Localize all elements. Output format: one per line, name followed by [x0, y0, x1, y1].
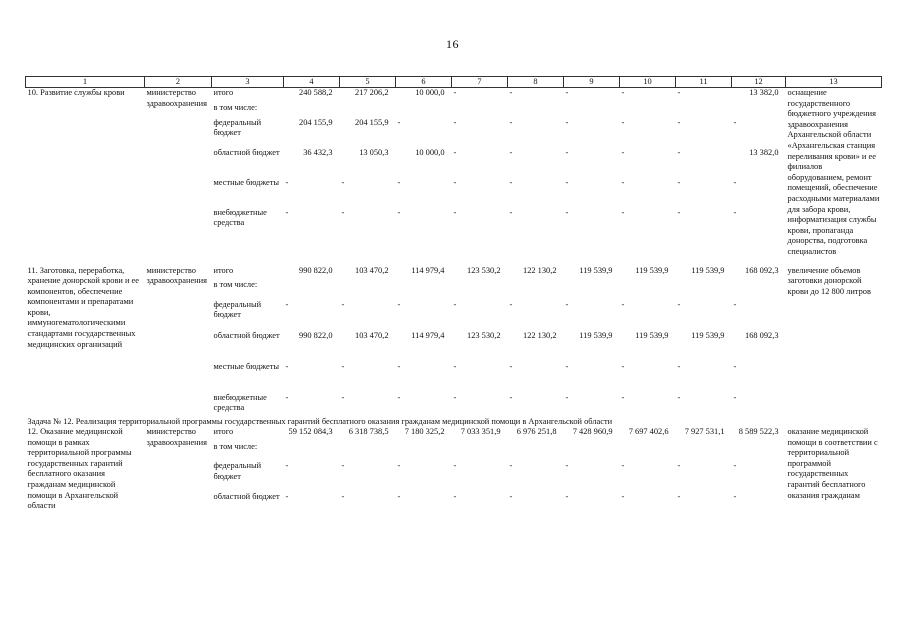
amount-cell: - [285, 461, 289, 471]
amount-cell: - [341, 207, 345, 217]
amount-cell: 119 539,9 [691, 265, 725, 275]
amount-cell: 7 927 531,1 [684, 427, 725, 437]
amount-cell: - [285, 177, 289, 187]
measure-name: 11. Заготовка, переработка, хранение донорской крови и ее компонентов, обеспечение компонентами и препаратами крови, иммуногематологическими стандартами государственных медицинских организаций [27, 265, 139, 349]
amount-cell: - [621, 392, 625, 402]
amount-cell: - [621, 117, 625, 127]
amount-cell: - [453, 88, 457, 97]
measure-name: 12. Оказание медицинской помощи в рамках территориальной программы государственных гарантий бесплатного оказания гражданам медицинской помощи в Архангельской области [27, 427, 132, 511]
task-heading: Задача № 12. Реализация территориальной программы государственных гарантий бесплатного оказания гражданам медицинской помощи в Архангельской области [27, 416, 613, 426]
amount-cell: - [397, 492, 401, 502]
amount-cell: - [397, 392, 401, 402]
amount-cell: - [285, 361, 289, 371]
amount-cell: - [677, 207, 681, 217]
amount-cell: - [565, 299, 569, 309]
amount-cell: - [565, 88, 569, 97]
amount-cell: - [285, 207, 289, 217]
amount-cell: 103 470,2 [355, 265, 389, 275]
amount-cell: - [509, 207, 513, 217]
amount-cell: 119 539,9 [579, 265, 613, 275]
amount-cell: 36 432,3 [303, 147, 333, 157]
funding-source-label: областной бюджет [213, 330, 280, 340]
measure-executor: министерство здравоохранения [146, 427, 207, 447]
amount-cell: - [621, 88, 625, 97]
amount-cell: 10 000,0 [415, 88, 445, 97]
amount-cell: 114 979,4 [411, 265, 445, 275]
amount-cell: 204 155,9 [299, 117, 333, 127]
column-number: 10 [620, 77, 676, 88]
table-body [26, 88, 882, 523]
amount-cell: 119 539,9 [579, 330, 613, 340]
funding-source-cell [212, 300, 284, 331]
funding-source-label: федеральный бюджет [213, 117, 262, 138]
funding-source-label: федеральный бюджет [213, 299, 262, 320]
funding-source-label: итого [213, 88, 234, 97]
amount-cell: 119 539,9 [691, 330, 725, 340]
amount-cell: - [453, 361, 457, 371]
amount-cell: - [565, 392, 569, 402]
funding-source-label: итого [213, 265, 234, 275]
amount-cell: - [733, 361, 737, 371]
amount-cell: - [677, 392, 681, 402]
amount-cell: - [677, 299, 681, 309]
amount-cell: - [733, 492, 737, 502]
amount-cell: 119 539,9 [635, 330, 669, 340]
column-number: 8 [508, 77, 564, 88]
amount-cell: 6 976 251,8 [516, 427, 557, 437]
amount-cell: 13 382,0 [749, 88, 779, 97]
amount-cell: - [509, 299, 513, 309]
amount-cell: - [509, 117, 513, 127]
amount-cell: 240 588,2 [299, 88, 333, 97]
program-table [25, 76, 882, 522]
amount-cell: - [677, 361, 681, 371]
funding-source-cell [212, 178, 284, 208]
funding-source-cell [212, 88, 284, 118]
task-heading-row [26, 417, 882, 428]
amount-cell: 7 033 351,9 [460, 427, 501, 437]
amount-cell: - [677, 461, 681, 471]
amount-cell: - [621, 461, 625, 471]
amount-cell: - [285, 492, 289, 502]
amount-cell: - [565, 492, 569, 502]
funding-source-note: в том числе: [213, 102, 258, 112]
funding-source-cell [212, 461, 284, 492]
measure-expected-result: оснащение государственного бюджетного учреждения здравоохранения Архангельской области «Архангельская станция переливания крови» и ее филиалов оборудованием, ремонт помещений, обеспечение расходными материалами для забора крови, информатизация службы крови, пропаганда донорства, подготовка специалистов [787, 88, 880, 256]
measure-expected-result: оказание медицинской помощи в соответствии с территориальной программой государственных гарантий бесплатного оказания гражданам [787, 427, 878, 500]
amount-cell: - [509, 177, 513, 187]
amount-cell: 122 130,2 [523, 330, 557, 340]
funding-source-note: в том числе: [213, 441, 258, 451]
amount-cell: - [509, 492, 513, 502]
funding-source-cell [212, 331, 284, 362]
amount-cell: 123 530,2 [467, 330, 501, 340]
column-number: 1 [26, 77, 145, 88]
amount-cell: 13 382,0 [749, 147, 779, 157]
column-number: 9 [564, 77, 620, 88]
column-number: 11 [676, 77, 732, 88]
page-number: 16 [446, 37, 459, 51]
funding-source-note: в том числе: [213, 280, 258, 290]
amount-cell: - [285, 299, 289, 309]
amount-cell: 119 539,9 [635, 265, 669, 275]
amount-cell: - [565, 361, 569, 371]
amount-cell: - [341, 492, 345, 502]
amount-cell: - [341, 361, 345, 371]
amount-cell: - [733, 461, 737, 471]
amount-cell: 990 822,0 [299, 330, 333, 340]
amount-cell: 217 206,2 [355, 88, 389, 97]
funding-source-cell [212, 362, 284, 393]
program-table-wrapper [25, 76, 880, 522]
amount-cell: - [677, 117, 681, 127]
funding-source-cell [212, 118, 284, 148]
funding-source-label: федеральный бюджет [213, 461, 262, 481]
funding-source-cell [212, 427, 284, 461]
column-number: 5 [340, 77, 396, 88]
amount-cell: - [453, 299, 457, 309]
funding-source-label: областной бюджет [213, 492, 280, 502]
funding-source-cell [212, 492, 284, 522]
amount-cell: - [397, 299, 401, 309]
amount-cell: - [733, 117, 737, 127]
amount-cell: - [733, 177, 737, 187]
measure-row [26, 427, 882, 461]
amount-cell: - [565, 177, 569, 187]
amount-cell: - [453, 392, 457, 402]
column-number: 6 [396, 77, 452, 88]
amount-cell: - [733, 392, 737, 402]
amount-cell: - [565, 117, 569, 127]
amount-cell: 7 697 402,6 [628, 427, 669, 437]
amount-cell: - [397, 177, 401, 187]
amount-cell: - [453, 207, 457, 217]
amount-cell: - [509, 361, 513, 371]
amount-cell: 6 318 738,5 [348, 427, 389, 437]
amount-cell: 168 092,3 [745, 265, 779, 275]
amount-cell: - [621, 299, 625, 309]
amount-cell: - [453, 117, 457, 127]
amount-cell: - [397, 461, 401, 471]
amount-cell: - [453, 147, 457, 157]
amount-cell: - [341, 299, 345, 309]
funding-source-label: итого [213, 427, 234, 437]
amount-cell: 13 050,3 [359, 147, 389, 157]
amount-cell: - [509, 461, 513, 471]
measure-expected-result: увеличение объемов заготовки донорской крови до 12 800 литров [787, 265, 871, 296]
column-number: 2 [145, 77, 212, 88]
column-number: 7 [452, 77, 508, 88]
amount-cell: - [509, 88, 513, 97]
column-number: 3 [212, 77, 284, 88]
funding-source-label: внебюджетные средства [213, 392, 267, 413]
amount-cell: - [565, 147, 569, 157]
amount-cell: 990 822,0 [299, 265, 333, 275]
amount-cell: - [341, 177, 345, 187]
column-number-row [26, 77, 882, 88]
amount-cell: - [453, 492, 457, 502]
amount-cell: 204 155,9 [355, 117, 389, 127]
amount-cell: - [621, 361, 625, 371]
measure-name: 10. Развитие службы крови [27, 88, 125, 97]
amount-cell: - [677, 492, 681, 502]
amount-cell: - [621, 207, 625, 217]
measure-executor: министерство здравоохранения [146, 265, 207, 286]
amount-cell: - [341, 392, 345, 402]
amount-cell: - [509, 147, 513, 157]
amount-cell: - [509, 392, 513, 402]
amount-cell: 168 092,3 [745, 330, 779, 340]
amount-cell: 7 428 960,9 [572, 427, 613, 437]
measure-executor: министерство здравоохранения [146, 88, 207, 108]
amount-cell: - [621, 147, 625, 157]
amount-cell: - [621, 492, 625, 502]
amount-cell: - [285, 392, 289, 402]
amount-cell: 123 530,2 [467, 265, 501, 275]
funding-source-label: местные бюджеты [213, 177, 280, 187]
amount-cell: - [733, 207, 737, 217]
amount-cell: - [397, 117, 401, 127]
amount-cell: 8 589 522,3 [738, 427, 779, 437]
measure-row [26, 266, 882, 300]
amount-cell: - [341, 461, 345, 471]
amount-cell: - [733, 299, 737, 309]
funding-source-cell [212, 393, 284, 417]
funding-source-label: областной бюджет [213, 147, 280, 157]
amount-cell: 103 470,2 [355, 330, 389, 340]
amount-cell: 10 000,0 [415, 147, 445, 157]
amount-cell: - [453, 177, 457, 187]
amount-cell: - [397, 207, 401, 217]
amount-cell: 122 130,2 [523, 265, 557, 275]
funding-source-label: внебюджетные средства [213, 207, 267, 228]
amount-cell: - [621, 177, 625, 187]
column-number: 12 [732, 77, 786, 88]
amount-cell: - [397, 361, 401, 371]
funding-source-cell [212, 148, 284, 178]
measure-row [26, 88, 882, 118]
amount-cell: - [677, 177, 681, 187]
amount-cell: - [565, 461, 569, 471]
funding-source-label: местные бюджеты [213, 361, 280, 371]
amount-cell: 7 180 325,2 [404, 427, 445, 437]
amount-cell: - [677, 147, 681, 157]
amount-cell: - [677, 88, 681, 97]
amount-cell: 114 979,4 [411, 330, 445, 340]
amount-cell: 59 152 084,3 [288, 427, 333, 437]
amount-cell: - [565, 207, 569, 217]
column-number: 13 [786, 77, 882, 88]
funding-source-cell [212, 208, 284, 260]
funding-source-cell [212, 266, 284, 300]
amount-cell: - [453, 461, 457, 471]
column-number: 4 [284, 77, 340, 88]
